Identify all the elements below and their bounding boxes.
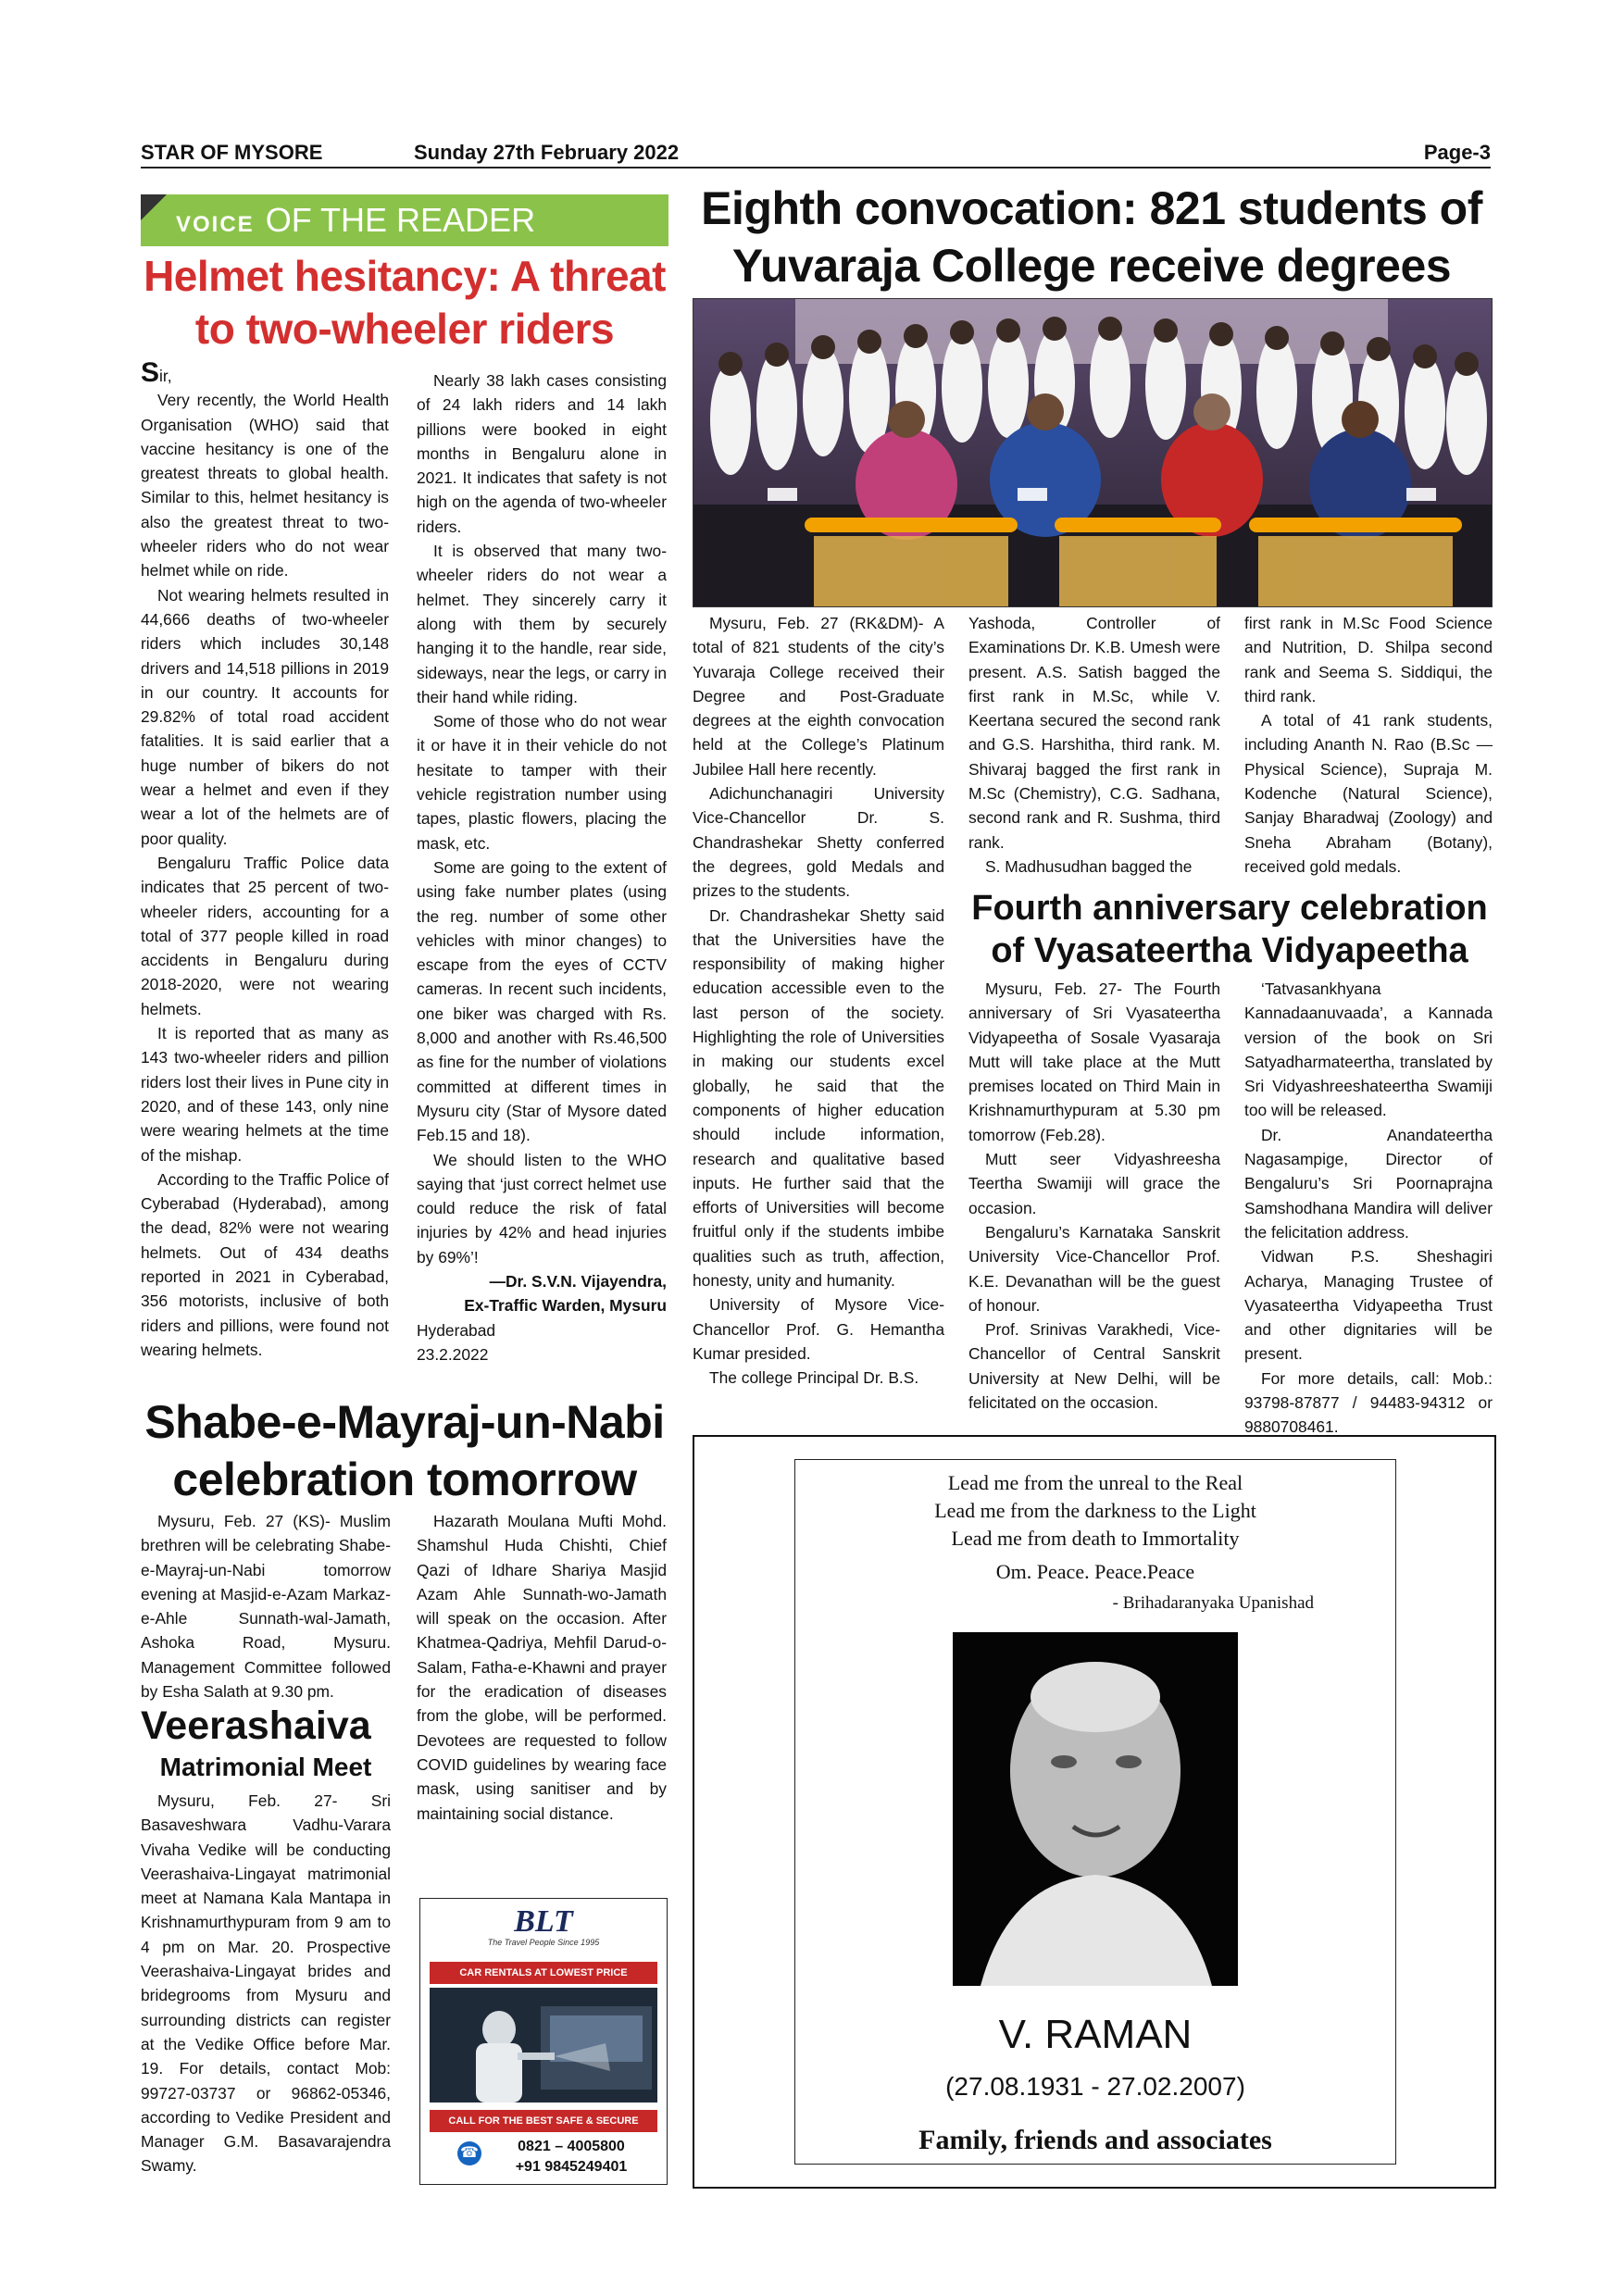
convocation-column-2 <box>968 611 1220 879</box>
memorial-quote-line: Lead me from the darkness to the Light <box>934 1499 1256 1522</box>
portrait-illustration <box>953 1632 1238 1986</box>
voice-label: VOICE <box>176 212 255 237</box>
memorial-from: Family, friends and associates <box>918 2125 1272 2155</box>
vyasa-paragraph: Prof. Srinivas Varakhedi, Vice-Chancellor of Central Sanskrit University at New Delhi, will be felicitated on the occasion. <box>968 1320 1220 1413</box>
vyasa-paragraph: ‘Tatvasankhyana Kannadaanuvaada’, a Kannada version of the book on Sri Satyadharmateertha, translated by Sri Vidyashreeshateertha Swamiji too will be released. <box>1244 980 1493 1120</box>
blt-bottom-stripe: CALL FOR THE BEST SAFE & SECURE <box>430 2110 657 2132</box>
vyasa-paragraph: Mysuru, Feb. 27- The Fourth anniversary of Sri Vyasateertha Vidyapeetha of Sosale Vyasaraja Mutt will take place at the Mutt premises located on Third Main in Krishnamurthypuram at 5.30 pm tomorrow (Feb.28). <box>968 980 1220 1144</box>
letter-paragraph: Very recently, the World Health Organisation (WHO) said that vaccine hesitancy is one of the greatest threats to global health. Similar to this, helmet hesitancy is also the greatest threat to two-wheeler riders who do not wear helmet while on ride. <box>141 391 389 580</box>
issue-date: Sunday 27th February 2022 <box>414 141 680 164</box>
convocation-photo <box>693 298 1493 607</box>
memorial-quote-attribution: - Brihadaranyaka Upanishad <box>1112 1593 1314 1613</box>
vyasa-column-2 <box>1244 977 1493 1440</box>
letter-paragraph: According to the Traffic Police of Cyberabad (Hyderabad), among the dead, 82% were not wearing helmets. Out of 434 deaths reported in 2021 in Cyberabad, 356 motorists, inclusive of both riders and pillions, were found not wearing helmets. <box>141 1169 389 1359</box>
convocation-paragraph: Yashoda, Controller of Examinations Dr. K.B. Umesh were present. A.S. Satish bagged the first rank in M.Sc, while V. Keertana secured the second rank and G.S. Harshitha, third rank. M. Shivaraj bagged the first rank in M.Sc (Chemistry), C.G. Sadhana, second rank and R. Sushma, third rank. <box>968 614 1220 852</box>
convocation-headline <box>693 180 1491 294</box>
vyasa-column-1 <box>968 977 1220 1415</box>
convocation-photo-illustration <box>693 299 1492 606</box>
vyasa-paragraph: For more details, call: Mob.: 93798-87877 / 94483-94312 or 9880708461. <box>1244 1368 1493 1437</box>
convocation-paragraph: first rank in M.Sc Food Science and Nutrition, D. Shilpa second rank and Seema S. Siddiqui, the third rank. <box>1244 614 1493 705</box>
memorial-ad-inner <box>794 1459 1396 2165</box>
dropcap: S <box>141 357 160 388</box>
convocation-paragraph: Mysuru, Feb. 27 (RK&DM)- A total of 821 students of the city’s Yuvaraja College received their Degree and Post-Graduate degrees at the eighth convocation held at the College’s Platinum Jubilee Hall here recently. <box>693 614 944 779</box>
phone-icon: ☎ <box>457 2141 481 2165</box>
letter-paragraph: Bengaluru Traffic Police data indicates that 25 percent of two-wheeler riders, accounting for a total of 377 people killed in road accidents in Bengaluru during 2018-2020, were not wearing helmets. <box>141 853 389 1018</box>
blt-car-rental-ad <box>419 1898 668 2185</box>
letter-column-2 <box>417 368 667 1366</box>
blt-top-stripe: CAR RENTALS AT LOWEST PRICE <box>430 1962 657 1984</box>
memorial-quote-line: Lead me from the unreal to the Real <box>947 1471 1243 1494</box>
letter-column-1 <box>141 357 389 1362</box>
convocation-paragraph: S. Madhusudhan bagged the <box>985 856 1193 876</box>
car-sanitizing-illustration <box>430 1988 657 2103</box>
convocation-paragraph: A total of 41 rank students, including Ananth N. Rao (B.Sc — Physical Science), Supraja M. Kodenche (Natural Science), Sanjay Bharadwaj (Zoology) and Sneha Abraham (Botany), received gold medals. <box>1244 711 1493 876</box>
blt-phone-2: +91 9845249401 <box>515 2159 628 2175</box>
shabe-paragraph: Mysuru, Feb. 27 (KS)- Muslim brethren will be celebrating Shabe-e-Mayraj-un-Nabi tomorrow evening at Masjid-e-Azam Markaz-e-Ahle Sunnath-wal-Jamath, Ashoka Road, Mysuru. Management Committee followed by Esha Salath at 9.30 pm. <box>141 1512 391 1702</box>
shabe-headline <box>130 1393 680 1508</box>
letter-headline-line2: to two-wheeler riders <box>194 305 615 353</box>
vyasa-paragraph: Vidwan P.S. Sheshagiri Acharya, Managing Trustee of Vyasateertha Vidyapeetha Trust and other dignitaries will be present. <box>1244 1247 1493 1364</box>
convocation-paragraph: Dr. Chandrashekar Shetty said that the Universities have the responsibility of making higher education accessible even to the last person of the society. Highlighting the role of Universities in making our students excel globally, he said that the components of higher education should include information, research and qualitative based inputs. He further said that the efforts of Universities will become fruitful only if the students imbibe qualities such as truth, affection, honesty, unity and humanity. <box>693 905 944 1291</box>
letter-place: Hyderabad <box>417 1320 496 1340</box>
letter-paragraph: It is reported that as many as 143 two-wheeler riders and pillion riders lost their lives in Pune city in 2020, and of these 143, only nine were wearing helmets at the time of the mishap. <box>141 1024 389 1165</box>
blt-logo: BLT <box>514 1904 573 1939</box>
shabe-column-1 <box>141 1509 391 1703</box>
veera-headline: Veerashaiva <box>141 1703 371 1748</box>
letter-headline-line1: Helmet hesitancy: A threat <box>144 252 666 300</box>
convocation-column-3 <box>1244 611 1493 879</box>
memorial-quote-line: Lead me from death to Immortality <box>951 1527 1240 1550</box>
convocation-headline-line1: Eighth convocation: 821 students of <box>701 182 1482 234</box>
letter-signature-title: Ex-Traffic Warden, Mysuru <box>464 1296 667 1316</box>
shabe-headline-line1: Shabe-e-Mayraj-un-Nabi <box>144 1396 665 1448</box>
vyasa-paragraph: Mutt seer Vidyashreesha Teertha Swamiji will grace the occasion. <box>968 1150 1220 1217</box>
memorial-dates: (27.08.1931 - 27.02.2007) <box>945 2072 1245 2101</box>
veera-subhead: Matrimonial Meet <box>159 1753 372 1781</box>
shabe-paragraph: Hazarath Moulana Mufti Mohd. Shamshul Huda Chishti, Chief Qazi of Idhare Shariya Masjid Azam Ahle Sunnath-wo-Jamath will speak on the occasion. After Khatmea-Qadriya, Mehfil Darud-o-Salam, Fatha-e-Khawni and prayer for the eradication of diseases from the globe, will be performed. Devotees are requested to follow COVID guidelines by wearing face mask, using sanitiser and by maintaining social distance. <box>417 1512 667 1823</box>
convocation-paragraph: University of Mysore Vice-Chancellor Prof. G. Hemantha Kumar presided. <box>693 1295 944 1363</box>
memorial-name: V. RAMAN <box>998 2012 1193 2057</box>
veera-paragraph: Mysuru, Feb. 27- Sri Basaveshwara Vadhu-Varara Vivaha Vedike will be conducting Veerashaiva-Lingayat matrimonial meet at Namana Kala Mantapa in Krishnamurthypuram from 9 am to 4 pm on Mar. 20. Prospective Veerashaiva-Lingayat brides and bridegrooms from Mysuru and surrounding districts can register at the Vedike Office before Mar. 19. For details, contact Mob: 99727-03737 or 96862-05346, according to Vedike President and Manager G.M. Basavarajendra Swamy. <box>141 1791 391 2176</box>
voice-of-reader-label <box>176 200 535 245</box>
letter-signature: —Dr. S.V.N. Vijayendra, <box>489 1271 667 1291</box>
shabe-column-2 <box>417 1509 667 1826</box>
letter-paragraph: Not wearing helmets resulted in 44,666 deaths of two-wheeler riders which includes 30,148 drivers and 14,518 pillions in 2019 in our country. It accounts for 29.82% of total road accident fatalities. It is said earlier that a huge number of bikers do not wear a helmet and even if they wear a lot of the helmets are of poor quality. <box>141 585 389 848</box>
letter-headline <box>141 250 668 356</box>
letter-paragraph: Some are going to the extent of using fake number plates (using the reg. number of some other vehicles with minor changes) to escape from the eyes of CCTV cameras. In recent such incidents, one biker was charged with Rs. 8,000 and another with Rs.46,500 as fine for the number of violations committed at different times in Mysuru city (Star of Mysore dated Feb.15 and 18). <box>417 857 667 1145</box>
shabe-headline-line2: celebration tomorrow <box>172 1454 637 1505</box>
blt-since: Since 1995 <box>557 1938 600 1947</box>
convocation-paragraph: Adichunchanagiri University Vice-Chancellor Dr. S. Chandrashekar Shetty conferred the degrees, gold Medals and prizes to the students. <box>693 784 944 901</box>
blt-tagline <box>420 1938 667 1947</box>
vyasa-headline-line1: Fourth anniversary celebration <box>971 889 1488 928</box>
vyasa-paragraph: Dr. Anandateertha Nagasampige, Director of Bengaluru’s Sri Poornaprajna Samshodhana Mandira will deliver the felicitation address. <box>1244 1125 1493 1242</box>
masthead <box>141 141 1491 168</box>
paper-name: STAR OF MYSORE <box>141 141 323 164</box>
page-number: Page-3 <box>1423 141 1491 164</box>
convocation-column-1 <box>693 611 944 1391</box>
letter-paragraph: Some of those who do not wear it or have it in their vehicle do not hesitate to tamper with their vehicle registration number using tapes, plastic flowers, placing the mask, etc. <box>417 712 667 853</box>
vyasa-headline-line2: of Vyasateertha Vidyapeetha <box>991 931 1468 970</box>
convocation-headline-line2: Yuvaraja College receive degrees <box>731 240 1452 292</box>
memorial-portrait <box>953 1632 1238 1986</box>
letter-paragraph: It is observed that many two-wheeler riders do not wear a helmet. They sincerely carry it along with them by securely hanging it to the handle, rear side, sideways, near the legs, or carry in their hand while riding. <box>417 542 667 706</box>
vyasa-paragraph: Bengaluru’s Karnataka Sanskrit University Vice-Chancellor Prof. K.E. Devanathan will be the guest of honour. <box>968 1222 1220 1315</box>
blt-phone-1: 0821 – 4005800 <box>518 2139 625 2154</box>
vyasa-headline <box>963 887 1496 972</box>
blt-tagline-text: The Travel People <box>487 1938 556 1947</box>
convocation-paragraph: The college Principal Dr. B.S. <box>709 1368 919 1388</box>
letter-paragraph: We should listen to the WHO saying that ‘just correct helmet use could reduce the risk of fatal injuries by 42% and head injuries by 69%’! <box>417 1150 667 1267</box>
salutation <box>141 357 389 388</box>
salutation-rest: ir, <box>159 367 172 385</box>
memorial-quote-line: Om. Peace. Peace.Peace <box>995 1560 1195 1583</box>
memorial-ad <box>693 1435 1496 2189</box>
banner-corner-triangle <box>141 194 167 220</box>
letter-paragraph: Nearly 38 lakh cases consisting of 24 lakh riders and 14 lakh pillions were booked in eight months in Bengaluru alone in 2021. It indicates that safety is not high on the agenda of two-wheeler riders. <box>417 371 667 536</box>
veera-column <box>141 1789 391 2178</box>
letter-date: 23.2.2022 <box>417 1344 489 1364</box>
of-the-reader-label: OF THE READER <box>265 201 536 239</box>
